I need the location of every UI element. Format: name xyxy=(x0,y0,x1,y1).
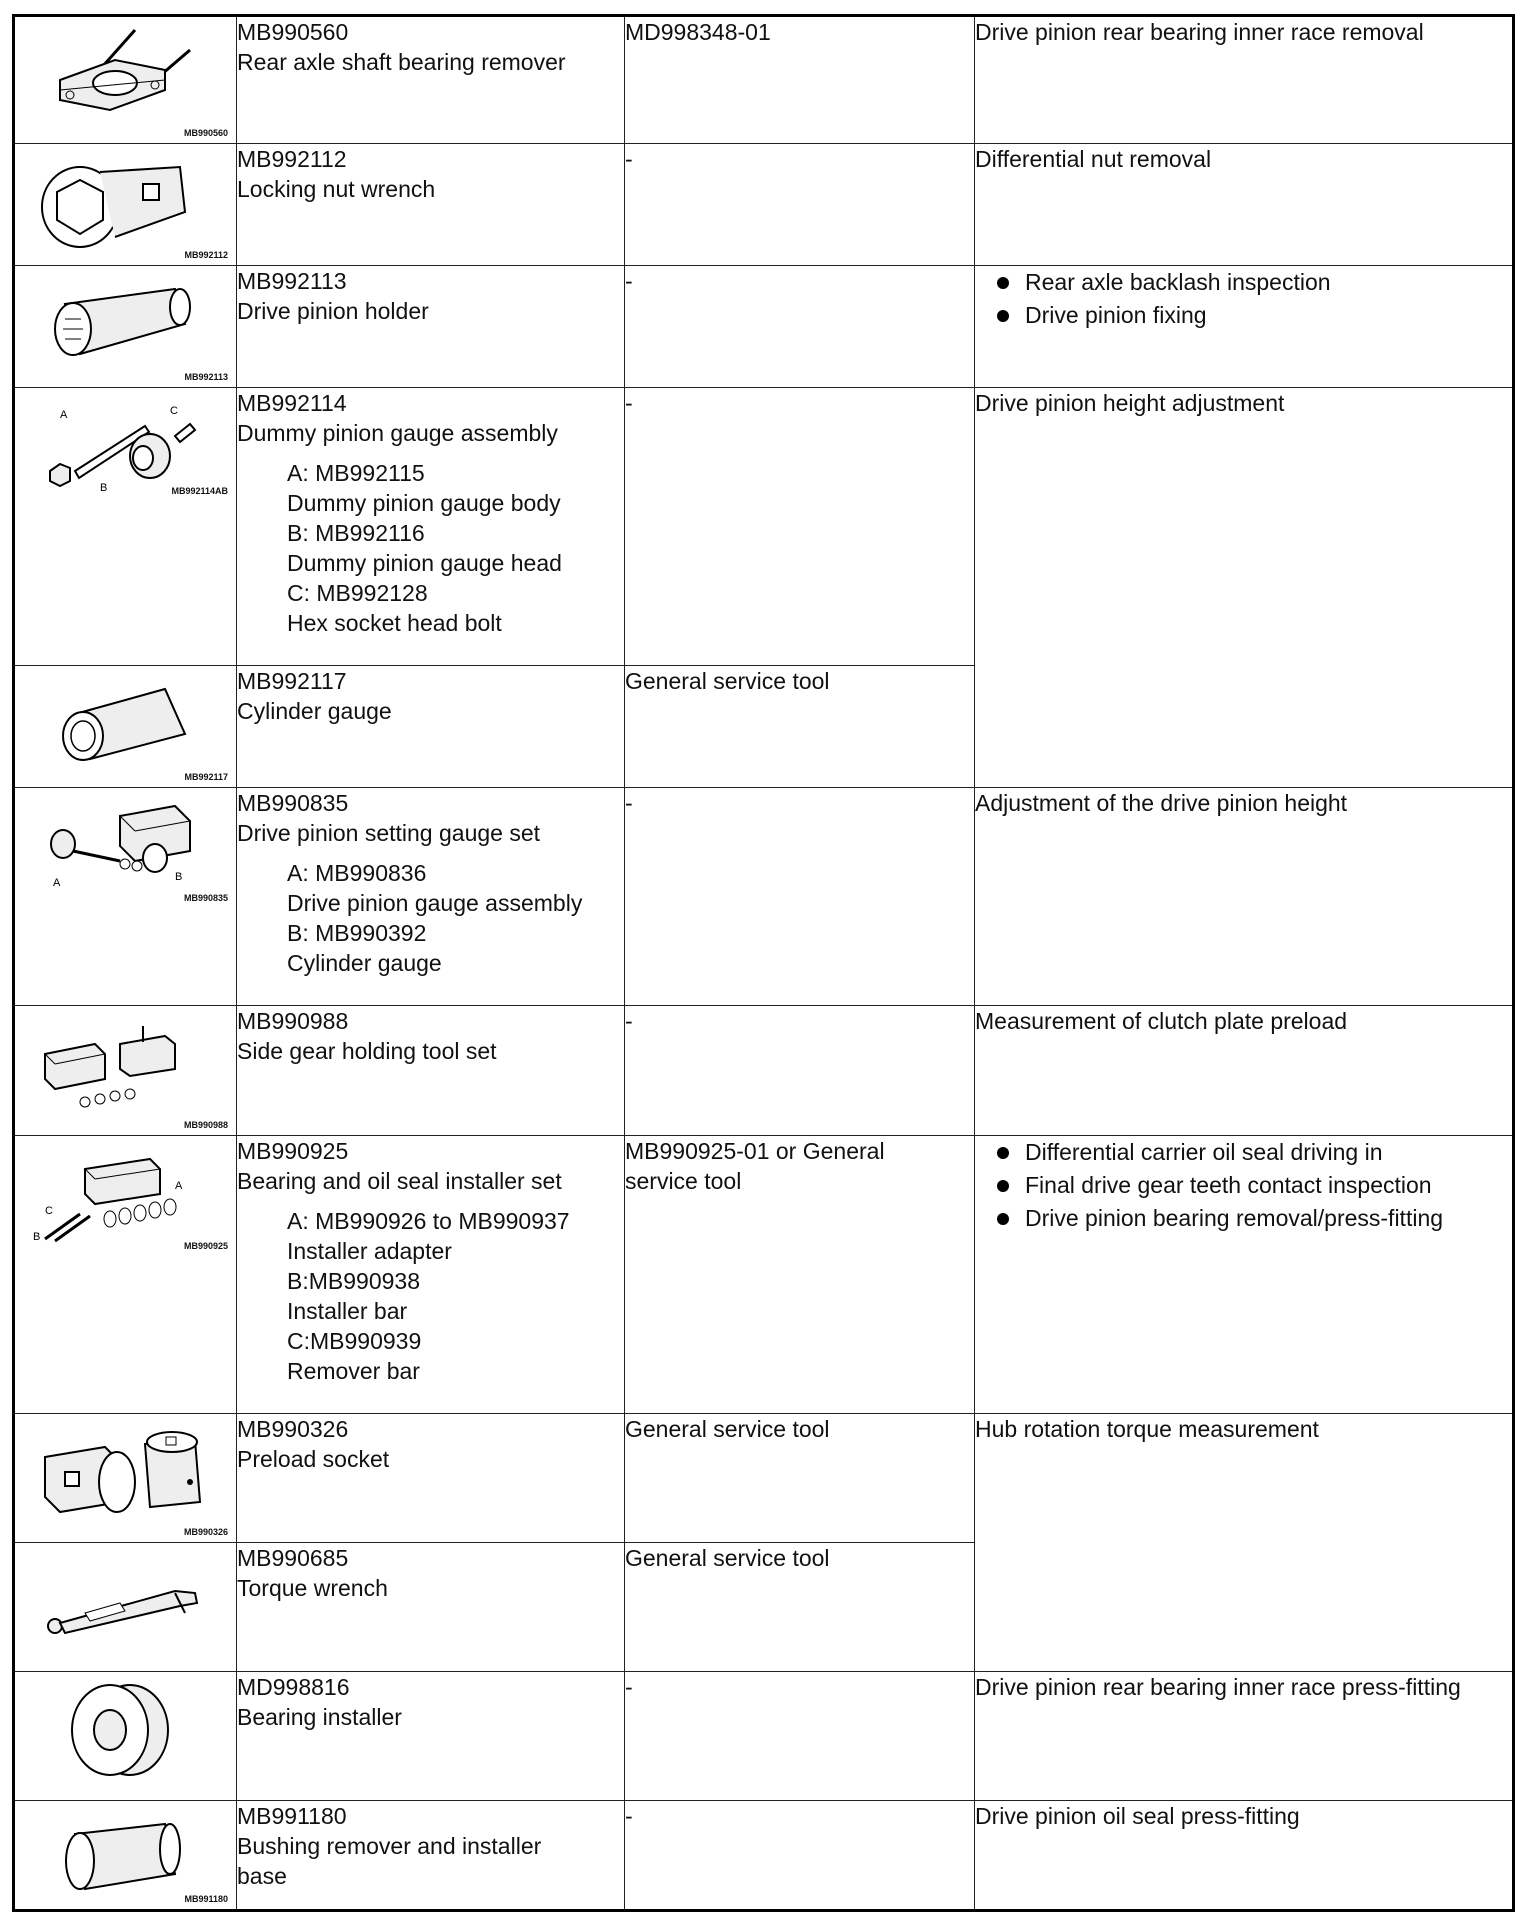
supersession-cell xyxy=(625,1414,975,1543)
application-list xyxy=(975,1136,1512,1235)
table-row xyxy=(14,1672,1514,1801)
application-cell xyxy=(975,266,1514,388)
component-line: A: MB990926 to MB990937 xyxy=(287,1208,570,1234)
image-label: MB992117 xyxy=(184,772,228,782)
preload-socket-illustration xyxy=(25,1422,225,1522)
application-cell xyxy=(975,1414,1514,1672)
callout-b: B xyxy=(175,871,183,883)
application-cell xyxy=(975,1006,1514,1136)
supersession-cell xyxy=(625,1543,975,1672)
supersession: - xyxy=(625,146,633,172)
application-cell xyxy=(975,1801,1514,1911)
table-row xyxy=(14,1414,1514,1543)
tool-number: MB991180 xyxy=(237,1803,347,1829)
supersession: General service tool xyxy=(625,1545,830,1571)
table-row xyxy=(14,144,1514,266)
image-label: MB990925 xyxy=(183,1241,228,1251)
component-list xyxy=(237,458,624,638)
application: Measurement of clutch plate preload xyxy=(975,1008,1348,1034)
callout-a: A xyxy=(53,877,61,889)
tool-illustration-cell xyxy=(14,1136,237,1414)
component-line: Hex socket head bolt xyxy=(287,610,502,636)
tool-name: Side gear holding tool set xyxy=(237,1038,497,1064)
table-row xyxy=(14,1006,1514,1136)
list-item: Final drive gear teeth contact inspection xyxy=(975,1169,1512,1202)
tool-number-cell xyxy=(237,1414,625,1543)
supersession-cell xyxy=(625,1801,975,1911)
list-item: Drive pinion bearing removal/press-fitting xyxy=(975,1202,1512,1235)
component-line: Dummy pinion gauge body xyxy=(287,490,561,516)
component-list xyxy=(237,858,624,978)
table-row xyxy=(14,788,1514,1006)
image-label: MB990988 xyxy=(183,1120,228,1130)
tool-illustration-cell xyxy=(14,1006,237,1136)
cylinder-gauge-illustration xyxy=(25,674,225,774)
tool-number-cell xyxy=(237,388,625,666)
component-line: A: MB992115 xyxy=(287,460,425,486)
component-line: A: MB990836 xyxy=(287,860,427,886)
tool-illustration-cell xyxy=(14,1543,237,1672)
tool-name: Rear axle shaft bearing remover xyxy=(237,49,566,75)
tool-number-cell xyxy=(237,788,625,1006)
callout-b: B xyxy=(33,1231,41,1243)
tool-name: Bearing and oil seal installer set xyxy=(237,1168,562,1194)
bearing-oil-seal-installer-set-illustration xyxy=(25,1144,225,1244)
side-gear-holding-tool-illustration xyxy=(25,1014,225,1114)
supersession-cell xyxy=(625,1006,975,1136)
application-cell xyxy=(975,1672,1514,1801)
tool-number: MB990835 xyxy=(237,790,349,816)
tool-number-cell xyxy=(237,666,625,788)
application: Drive pinion rear bearing inner race removal xyxy=(975,19,1424,45)
table-row xyxy=(14,1801,1514,1911)
tool-name: Cylinder gauge xyxy=(237,698,392,724)
dummy-pinion-gauge-illustration xyxy=(25,396,225,496)
application: Differential nut removal xyxy=(975,146,1212,172)
tool-name: Bushing remover and installer xyxy=(237,1833,542,1859)
supersession: MB990925-01 or General xyxy=(625,1138,885,1164)
component-line: Drive pinion gauge assembly xyxy=(287,890,583,916)
list-item: Rear axle backlash inspection xyxy=(975,266,1512,299)
callout-c: C xyxy=(45,1205,53,1217)
supersession-cell xyxy=(625,266,975,388)
tool-name: Drive pinion setting gauge set xyxy=(237,820,541,846)
list-item: Differential carrier oil seal driving in xyxy=(975,1136,1512,1169)
image-label: MB992114AB xyxy=(171,486,228,496)
tool-illustration-cell xyxy=(14,388,237,666)
application-cell xyxy=(975,144,1514,266)
tool-name: Locking nut wrench xyxy=(237,176,436,202)
tool-illustration-cell xyxy=(14,666,237,788)
image-label: MB990835 xyxy=(183,893,228,903)
list-item: Drive pinion fixing xyxy=(975,299,1512,332)
tool-name: Torque wrench xyxy=(237,1575,388,1601)
tool-number-cell xyxy=(237,144,625,266)
image-label: MB990326 xyxy=(183,1527,228,1537)
supersession-cell xyxy=(625,144,975,266)
torque-wrench-illustration xyxy=(25,1551,225,1651)
tool-number: MB992113 xyxy=(237,268,347,294)
supersession-cell xyxy=(625,388,975,666)
tool-number: MB992112 xyxy=(237,146,347,172)
supersession: - xyxy=(625,1008,633,1034)
tool-number-cell xyxy=(237,16,625,144)
tool-number-cell xyxy=(237,1136,625,1414)
application-cell xyxy=(975,16,1514,144)
supersession: MD998348-01 xyxy=(625,19,771,45)
tool-number: MB990326 xyxy=(237,1416,349,1442)
table-row xyxy=(14,266,1514,388)
callout-b: B xyxy=(100,482,108,494)
image-label: MB991180 xyxy=(184,1894,228,1904)
tool-number: MB992117 xyxy=(237,668,347,694)
application: Drive pinion height adjustment xyxy=(975,390,1285,416)
application-cell xyxy=(975,788,1514,1006)
component-line: C:MB990939 xyxy=(287,1328,422,1354)
tool-illustration-cell xyxy=(14,144,237,266)
tool-illustration-cell xyxy=(14,266,237,388)
table-row xyxy=(14,1136,1514,1414)
component-line: B: MB992116 xyxy=(287,520,425,546)
supersession-cell xyxy=(625,788,975,1006)
tool-number: MB990925 xyxy=(237,1138,349,1164)
application-cell xyxy=(975,1136,1514,1414)
application: Adjustment of the drive pinion height xyxy=(975,790,1348,816)
component-line: Installer bar xyxy=(287,1298,408,1324)
component-line: Installer adapter xyxy=(287,1238,452,1264)
supersession: General service tool xyxy=(625,668,830,694)
tool-number-cell xyxy=(237,266,625,388)
component-line: B:MB990938 xyxy=(287,1268,420,1294)
supersession: General service tool xyxy=(625,1416,830,1442)
component-line: Cylinder gauge xyxy=(287,950,442,976)
tool-number-cell xyxy=(237,1543,625,1672)
tool-illustration-cell xyxy=(14,1672,237,1801)
component-line: B: MB990392 xyxy=(287,920,427,946)
component-list xyxy=(237,1206,624,1386)
tool-number: MB990685 xyxy=(237,1545,349,1571)
supersession-cell xyxy=(625,1136,975,1414)
callout-a: A xyxy=(175,1180,183,1192)
bearing-remover-illustration xyxy=(25,25,225,125)
supersession-cell xyxy=(625,16,975,144)
table-row xyxy=(14,388,1514,666)
drive-pinion-holder-illustration xyxy=(25,274,225,374)
table-row xyxy=(14,16,1514,144)
tool-number: MD998816 xyxy=(237,1674,350,1700)
tool-illustration-cell xyxy=(14,1801,237,1911)
tool-number-cell xyxy=(237,1006,625,1136)
component-line: C: MB992128 xyxy=(287,580,428,606)
callout-a: A xyxy=(60,409,68,421)
tool-name: Bearing installer xyxy=(237,1704,402,1730)
tool-name: base xyxy=(237,1863,287,1889)
supersession: - xyxy=(625,390,633,416)
tool-number-cell xyxy=(237,1672,625,1801)
bearing-installer-illustration xyxy=(25,1680,225,1780)
supersession: - xyxy=(625,1674,633,1700)
component-line: Dummy pinion gauge head xyxy=(287,550,562,576)
supersession: - xyxy=(625,790,633,816)
callout-c: C xyxy=(170,405,178,417)
image-label: MB992113 xyxy=(184,372,228,382)
application-cell xyxy=(975,388,1514,788)
application: Drive pinion oil seal press-fitting xyxy=(975,1803,1300,1829)
image-label: MB990560 xyxy=(183,128,228,138)
tool-number: MB990560 xyxy=(237,19,349,45)
application-list xyxy=(975,266,1512,332)
supersession-cell xyxy=(625,1672,975,1801)
tool-number: MB990988 xyxy=(237,1008,349,1034)
component-line: Remover bar xyxy=(287,1358,420,1384)
tool-illustration-cell xyxy=(14,788,237,1006)
image-label: MB992112 xyxy=(184,250,228,260)
tool-name: Preload socket xyxy=(237,1446,390,1472)
supersession-cell xyxy=(625,666,975,788)
application: Drive pinion rear bearing inner race press-fitting xyxy=(975,1674,1461,1700)
supersession: - xyxy=(625,1803,633,1829)
tool-number: MB992114 xyxy=(237,390,347,416)
supersession: service tool xyxy=(625,1168,742,1194)
pinion-setting-gauge-illustration xyxy=(25,796,225,896)
tool-name: Dummy pinion gauge assembly xyxy=(237,420,558,446)
tool-name: Drive pinion holder xyxy=(237,298,429,324)
tool-number-cell xyxy=(237,1801,625,1911)
locking-nut-wrench-illustration xyxy=(25,152,225,252)
supersession: - xyxy=(625,268,633,294)
tool-illustration-cell xyxy=(14,1414,237,1543)
special-tools-table xyxy=(12,14,1515,1912)
application: Hub rotation torque measurement xyxy=(975,1416,1319,1442)
tool-illustration-cell xyxy=(14,16,237,144)
